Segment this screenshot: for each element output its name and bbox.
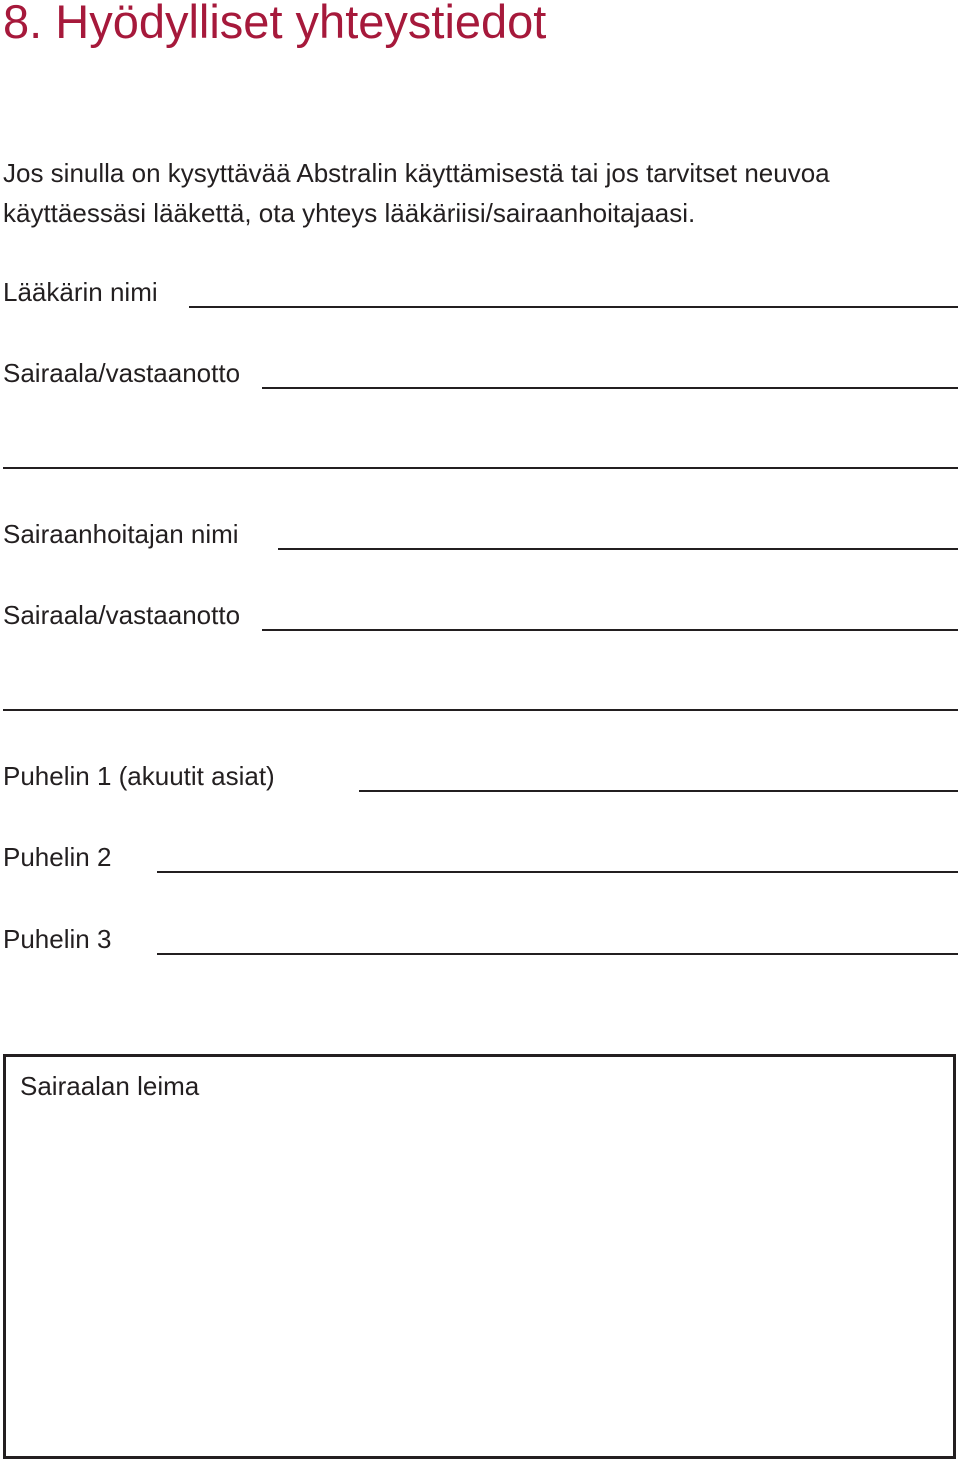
phone-3-label: Puhelin 3 bbox=[3, 924, 112, 954]
doctor-clinic-field[interactable] bbox=[262, 387, 958, 389]
hospital-stamp-label: Sairaalan leima bbox=[20, 1071, 200, 1101]
nurse-clinic-label: Sairaala/vastaanotto bbox=[3, 600, 241, 630]
nurse-name-field[interactable] bbox=[278, 548, 958, 550]
doctor-clinic-label: Sairaala/vastaanotto bbox=[3, 358, 241, 388]
doctor-clinic-field-line-2[interactable] bbox=[3, 467, 958, 469]
hospital-stamp-box bbox=[3, 1054, 956, 1459]
phone-2-field[interactable] bbox=[157, 871, 958, 873]
phone-1-field[interactable] bbox=[359, 790, 958, 792]
doctor-name-label: Lääkärin nimi bbox=[3, 277, 158, 307]
phone-3-field[interactable] bbox=[157, 953, 958, 955]
doctor-name-field[interactable] bbox=[189, 306, 958, 308]
nurse-clinic-field[interactable] bbox=[262, 629, 958, 631]
page-title: 8. Hyödylliset yhteystiedot bbox=[3, 0, 547, 48]
phone-2-label: Puhelin 2 bbox=[3, 842, 112, 872]
intro-text bbox=[3, 153, 958, 233]
phone-1-label: Puhelin 1 (akuutit asiat) bbox=[3, 761, 275, 791]
intro-line-1: Jos sinulla on kysyttävää Abstralin käyttämisestä tai jos tarvitset neuvoa bbox=[3, 158, 830, 188]
nurse-clinic-field-line-2[interactable] bbox=[3, 709, 958, 711]
intro-line-2: käyttäessäsi lääkettä, ota yhteys lääkäriisi/sairaanhoitajaasi. bbox=[3, 198, 696, 228]
nurse-name-label: Sairaanhoitajan nimi bbox=[3, 519, 239, 549]
